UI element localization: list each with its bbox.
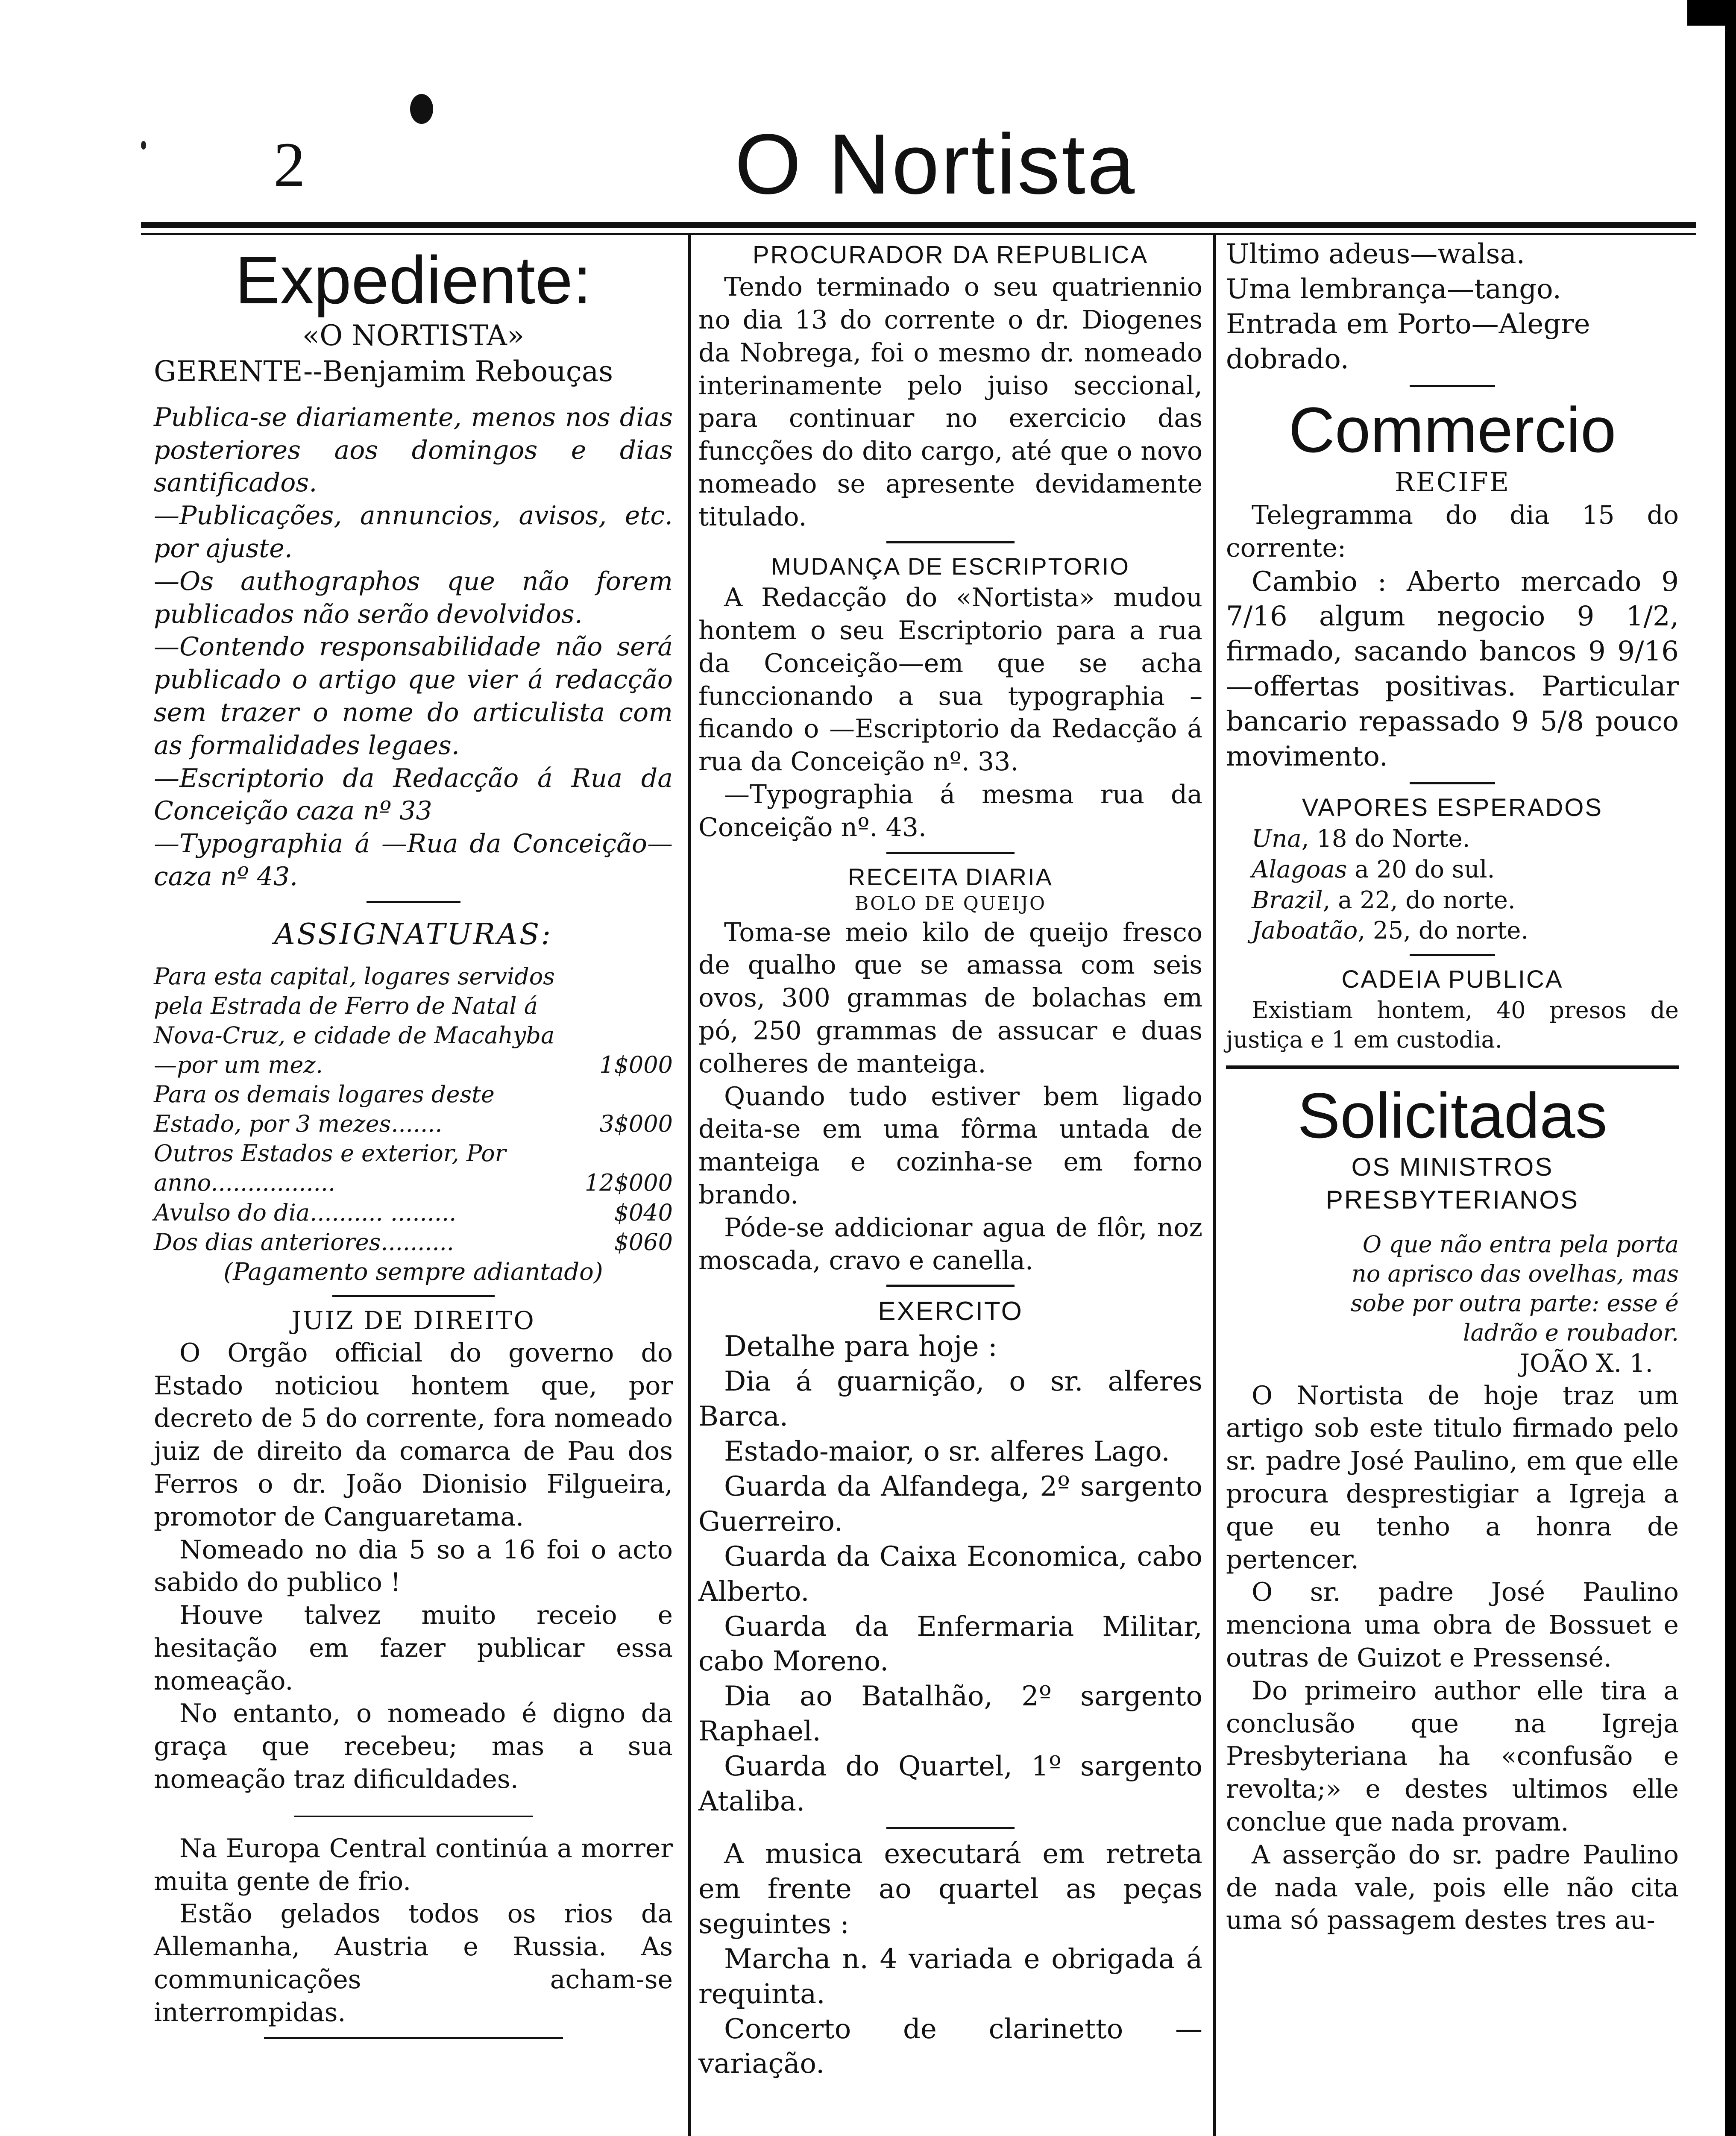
scan-edge-bar (1725, 0, 1736, 2136)
exercito-line: Estado-maior, o sr. alferes Lago. (724, 1436, 1170, 1468)
musica-item: Entrada em Porto—Alegre dobrado. (1226, 308, 1590, 375)
expediente-subtitle: «O NORTISTA» (302, 319, 525, 352)
column-commercio (1226, 237, 1679, 1937)
exercito-title: EXERCITO (878, 1297, 1023, 1326)
cadeia-text: Existiam hontem, 40 presos de justiça e 1 em custodia. (1226, 997, 1679, 1053)
juiz-para-2: Nomeado no dia 5 so a 16 foi o acto sabido do publico ! (154, 1535, 673, 1598)
cadeia-title: CADEIA PUBLICA (1341, 965, 1563, 993)
mudanca-text-2: —Typographia á mesma rua da Conceição nº. 43. (698, 780, 1202, 842)
exercito-line: Guarda do Quartel, 1º sargento Ataliba. (698, 1751, 1202, 1818)
divider (1410, 782, 1495, 784)
mudanca-text: A Redacção do «Nortista» mudou hontem o seu Escriptorio para a rua da Conceição—em que se acha funccionando a sua typographia – ficando o —Escriptorio da Redacção á rua da Conceição nº. 33. (698, 583, 1202, 777)
vapor-text: , a 22, do norte. (1323, 886, 1516, 914)
receita-text-3: Póde-se addicionar agua de flôr, noz moscada, cravo e canella. (698, 1212, 1202, 1276)
divider (367, 901, 460, 903)
divider (1410, 954, 1495, 956)
vapor-text: a 20 do sul. (1347, 855, 1495, 883)
masthead-rule-thin (141, 233, 1696, 235)
juiz-title: JUIZ DE DIREITO (291, 1306, 535, 1335)
subscription-row (154, 1138, 673, 1197)
subscription-price: 12$000 (584, 1169, 673, 1197)
divider (886, 852, 1015, 854)
vapor-line (1226, 915, 1679, 946)
commercio-para-1: Telegramma do dia 15 do corrente: (1226, 500, 1679, 563)
vapor-line (1226, 854, 1679, 885)
manager-line: GERENTE--Benjamim Rebouças (154, 355, 613, 388)
vapor-text: , 18 do Norte. (1301, 825, 1470, 853)
subscription-text: Outros Estados e exterior, Por anno................. (154, 1140, 506, 1197)
column-expediente (154, 244, 673, 2047)
subscription-price: $060 (614, 1228, 673, 1256)
expediente-para-4: —Contendo responsabilidade não será publicado o artigo que vier á redacção sem trazer o nome do articulista com as formalidades legaes. (154, 632, 673, 760)
subscription-text: Para os demais logares deste Estado, por 3 mezes....... (154, 1081, 495, 1138)
divider (332, 1295, 495, 1297)
divider (1410, 385, 1495, 387)
divider (264, 2037, 563, 2039)
subscription-text: Dos dias anteriores.......... (154, 1228, 454, 1256)
epigraph: O que não entra pela porta no aprisco das ovelhas, mas sobe por outra parte: esse é ladrão e roubador. (1350, 1230, 1679, 1347)
receita-title: RECEITA DIARIA (848, 863, 1053, 890)
juiz-para-3: Houve talvez muito receio e hesitação em fazer publicar essa nomeação. (154, 1600, 673, 1696)
expediente-para-1: Publica-se diariamente, menos nos dias posteriores aos domingos e dias santificados. (154, 402, 673, 498)
vapor-line (1226, 824, 1679, 854)
subscription-row (154, 1080, 673, 1138)
juiz-para-4: No entanto, o nomeado é digno da graça que recebeu; mas a sua nomeação traz dificuldades. (154, 1699, 673, 1795)
vapores-title: VAPORES ESPERADOS (1302, 794, 1603, 822)
exercito-line: Dia á guarnição, o sr. alferes Barca. (698, 1366, 1202, 1433)
musica-intro: A musica executará em retreta em frente ao quartel as peças seguintes : (698, 1838, 1202, 1940)
subscriptions-title: ASSIGNATURAS: (274, 917, 553, 951)
expediente-para-5: —Escriptorio da Redacção á Rua da Conceição caza nº 33 (154, 763, 673, 826)
commercio-para-2: Cambio : Aberto mercado 9 7/16 algum negocio 9 1/2, firmado, sacando bancos 9 9/16—offertas positivas. Particular bancario repassado 9 5/8 pouco movimento. (1226, 566, 1679, 773)
receita-subtitle: BOLO DE QUEIJO (854, 893, 1047, 915)
receita-text-2: Quando tudo estiver bem ligado deita-se em uma fôrma untada de manteiga e cozinha-se em forno brando. (698, 1081, 1202, 1210)
section-rule (1226, 1065, 1679, 1069)
exercito-line: Guarda da Alfandega, 2º sargento Guerreiro. (698, 1470, 1202, 1537)
exercito-line: Dia ao Batalhão, 2º sargento Raphael. (698, 1681, 1202, 1748)
expediente-para-6: —Typographia á —Rua da Conceição—caza nº 43. (154, 829, 673, 892)
musica-item: Concerto de clarinetto — variação. (698, 2013, 1202, 2080)
solicitadas-para-1: O Nortista de hoje traz um artigo sob este titulo firmado pelo sr. padre José Paulino, em que elle procura desprestigiar a Igreja a que eu tenho a honra de pertencer. (1226, 1380, 1679, 1575)
column-divider-1 (688, 235, 691, 2136)
subscription-row (154, 1198, 673, 1227)
column-noticias (698, 239, 1202, 2082)
expediente-para-2: —Publicações, annuncios, avisos, etc. por ajuste. (154, 501, 673, 563)
europa-para-1: Na Europa Central continúa a morrer muita gente de frio. (154, 1833, 673, 1896)
solicitadas-para-2: O sr. padre José Paulino menciona uma obra de Bossuet e outras de Guizot e Pressensé. (1226, 1577, 1679, 1673)
section-title-expediente: Expediente: (235, 243, 592, 318)
receita-text: Toma-se meio kilo de queijo fresco de qualho que se amassa com seis ovos, 300 grammas de bolachas em pó, 250 grammas de assucar e duas colheres de manteiga. (698, 917, 1202, 1079)
commercio-subtitle: RECIFE (1394, 466, 1510, 498)
mudanca-title: MUDANÇA DE ESCRIPTORIO (771, 552, 1130, 580)
vapor-text: , 25, do norte. (1358, 917, 1529, 945)
vapor-name: Brazil (1252, 886, 1323, 914)
musica-item: Ultimo adeus—walsa. (1226, 238, 1525, 270)
subscription-text: Para esta capital, logares servidos pela Estrada de Ferro de Natal á Nova-Cruz, e cidade de Macahyba—por um mez. (154, 962, 555, 1079)
divider (294, 1816, 533, 1817)
ink-speck (141, 141, 146, 150)
divider (886, 541, 1015, 543)
musica-item: Marcha n. 4 variada e obrigada á requinta. (698, 1943, 1202, 2010)
vapor-name: Alagoas (1252, 855, 1347, 883)
ink-dot (410, 94, 433, 124)
masthead-rule (141, 222, 1696, 228)
subscription-row (154, 962, 673, 1080)
section-title-commercio: Commercio (1288, 393, 1616, 466)
masthead-title: O Nortista (735, 117, 1137, 212)
exercito-line: Guarda da Enfermaria Militar, cabo Moreno. (698, 1611, 1202, 1678)
section-title-solicitadas: Solicitadas (1297, 1080, 1607, 1152)
vapor-name: Jaboatão (1252, 917, 1358, 945)
subscription-note: (Pagamento sempre adiantado) (223, 1258, 603, 1286)
subscription-price: 1$000 (599, 1051, 673, 1079)
expediente-para-3: —Os authographos que não forem publicados não serão devolvidos. (154, 566, 673, 629)
subscription-price: 3$000 (599, 1110, 673, 1138)
juiz-para-1: O Orgão official do governo do Estado noticiou hontem que, por decreto de 5 do corrente, fora nomeado juiz de direito da comarca de Pau dos Ferros o dr. João Dionisio Filgueira, promotor de Canguaretama. (154, 1338, 673, 1532)
ministros-title: OS MINISTROS PRESBYTERIANOS (1325, 1153, 1579, 1215)
subscription-text: Avulso do dia.......... ......... (154, 1199, 457, 1226)
subscription-row (154, 1227, 673, 1257)
epigraph-reference: JOÃO X. 1. (1519, 1349, 1653, 1378)
procurador-title: PROCURADOR DA REPUBLICA (752, 241, 1149, 269)
vapor-line (1226, 885, 1679, 916)
exercito-line: Guarda da Caixa Economica, cabo Alberto. (698, 1540, 1202, 1608)
divider (886, 1285, 1015, 1287)
subscription-price: $040 (614, 1199, 673, 1226)
vapor-name: Una (1252, 825, 1302, 853)
solicitadas-para-3: Do primeiro author elle tira a conclusão que na Igreja Presbyteriana ha «confusão e revolta;» e destes ultimos elle conclue que nada provam. (1226, 1675, 1679, 1837)
procurador-text: Tendo terminado o seu quatriennio no dia 13 do corrente o dr. Diogenes da Nobrega, foi o mesmo dr. nomeado interinamente pelo juiso seccional, para continuar no exercicio das funcções do dito cargo, até que o novo nomeado se apresente devidamente titulado. (698, 272, 1202, 532)
exercito-subtitle: Detalhe para hoje : (724, 1329, 997, 1363)
divider (886, 1827, 1015, 1829)
europa-para-2: Estão gelados todos os rios da Allemanha, Austria e Russia. As communicações acham-se interrompidas. (154, 1899, 673, 2027)
solicitadas-para-4: A asserção do sr. padre Paulino de nada vale, pois elle não cita uma só passagem destes tres au- (1226, 1840, 1679, 1936)
column-divider-2 (1213, 235, 1216, 2136)
musica-item: Uma lembrança—tango. (1226, 273, 1561, 305)
page-number: 2 (273, 129, 305, 200)
